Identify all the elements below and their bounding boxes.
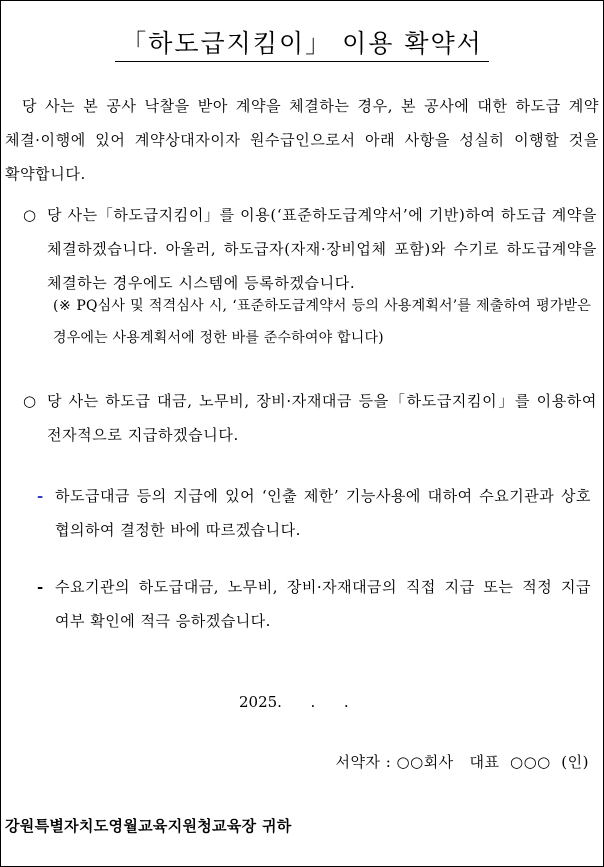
intro-paragraph: 당 사는 본 공사 낙찰을 받아 계약을 체결하는 경우, 본 공사에 대한 하도급 계약 체결·이행에 있어 계약상대자이자 원수급인으로서 아래 사항을 성실히 이행할 것을 확약합니다. <box>5 97 599 183</box>
subitem-text: 수요기관의 하도급대금, 노무비, 장비·자재대금의 직접 지급 또는 적정 지급 여부 확인에 적극 응하겠습니다. <box>55 578 591 630</box>
pledge-item-text: 당 사는 하도급 대금, 노무비, 장비·자재대금 등을「하도급지킴이」를 이용하여 전자적으로 지급하겠습니다. <box>47 392 597 444</box>
pledge-date: 2025. . . <box>239 693 349 711</box>
pledge-item-system-use <box>23 198 597 300</box>
document-title-text: 「하도급지킴이」 이용 확약서 <box>115 27 489 62</box>
pq-note: (※ PQ심사 및 적격심사 시, ‘표준하도급계약서 등의 사용계획서’를 제출하여 평가받은 경우에는 사용계획서에 정한 바를 준수하여야 합니다) <box>53 298 591 346</box>
addressee: 강원특별자치도영월교육지원청교육장 귀하 <box>5 817 292 835</box>
circle-bullet-icon: ○ <box>23 392 37 410</box>
circle-bullet-icon: ○ <box>23 206 37 224</box>
pledge-item-electronic-payment <box>23 384 597 452</box>
dash-bullet-icon: - <box>37 487 44 505</box>
document-title <box>1 27 603 62</box>
signer-line: 서약자 : ○○회사 대표 ○○○ (인) <box>335 753 589 771</box>
subitem-direct-payment <box>37 570 591 638</box>
pledge-item-text: 당 사는「하도급지킴이」를 이용(‘표준하도급계약서’에 기반)하여 하도급 계약을 체결하겠습니다. 아울러, 하도급자(자재·장비업체 포함)와 수기로 하도급계약을 체결하는 경우에도 시스템에 등록하겠습니다. <box>47 206 597 292</box>
subitem-text: 하도급대금 등의 지급에 있어 ‘인출 제한’ 기능사용에 대하여 수요기관과 상호 협의하여 결정한 바에 따르겠습니다. <box>55 487 591 539</box>
subitem-withdrawal-limit <box>37 479 591 547</box>
dash-bullet-icon: - <box>37 578 44 596</box>
